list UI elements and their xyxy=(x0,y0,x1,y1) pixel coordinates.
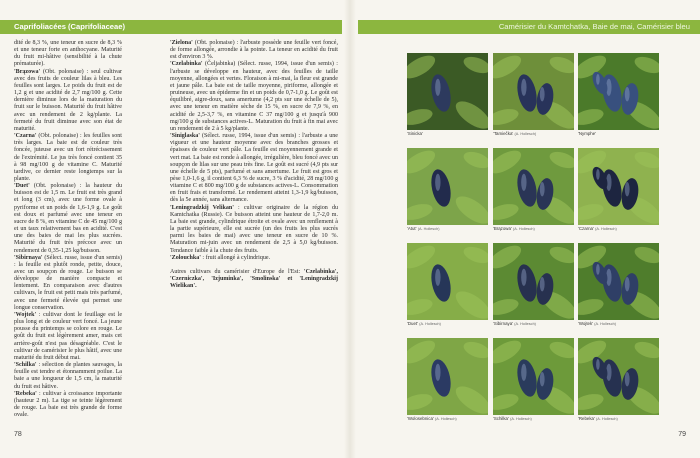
paragraph: 'Brązowa' (Obt. polonaise) : seul cultivar avec des fruits de couleur lilas à bleu. Les feuilles sont larges. Le poids du fruit est de 1,2 g et une acidité de 2,7 mg/100 g. Cette dernière diminue lors de la maturation du fruit sur le buisson. Maturité du fruit hâtive avec un rendement de 2 kg/plante. La fermeté du fruit diminue avec son état de maturité. xyxy=(14,68,122,132)
paragraph: Autres cultivars du camérisier d'Europe de l'Est: 'Czelabinka', 'Czerniczka', 'Izjuminka', 'Smolinska' et 'Leningradzkij Wielikan'. xyxy=(170,268,338,290)
cultivar-name: 'Nymphe' xyxy=(578,131,597,136)
photo-tile xyxy=(578,148,659,232)
photo-caption xyxy=(578,416,659,422)
honeysuckle-berry-photo xyxy=(407,53,488,130)
photo-tile xyxy=(493,338,574,422)
photo-tile xyxy=(493,53,574,137)
paragraph: 'Wojtek' : cultivar dont le feuillage est le plus long et de couleur vert foncé. La jeune pousse du printemps se colore en rouge. Le goût du fruit est légèrement amer, mais cet arrière-goût n'est pas désagréable. C'est le cultivar de camérisier le plus hâtif, avec une maturité du fruit début mai. xyxy=(14,311,122,361)
cultivar-name: 'Sibirnaya' xyxy=(493,321,513,326)
right-running-header: Camérisier du Kamtchatka, Baie de mai, Camérisier bleu xyxy=(358,20,700,34)
book-gutter xyxy=(344,0,356,458)
photo-credit: (A. Hollesch) xyxy=(596,417,618,421)
photo-tile xyxy=(578,243,659,327)
page-number-right: 79 xyxy=(678,431,686,438)
photo-tile xyxy=(407,338,488,422)
honeysuckle-berry-photo xyxy=(578,338,659,415)
cultivar-name: 'Wolosebnica' xyxy=(407,416,434,421)
page-number-left: 78 xyxy=(14,431,22,438)
berry-bloom-highlight xyxy=(596,359,600,370)
cultivar-name: 'Tamiečka' xyxy=(493,131,514,136)
berry-bloom-highlight xyxy=(625,87,630,101)
honeysuckle-berry-photo xyxy=(407,338,488,415)
paragraph: 'Czarna' (Obt. polonaise) : les feuilles sont très larges. La baie est de couleur très foncée, juteuse avec un fort rétrécissement de l'extrémité. Le jus très foncé contient 35 à 98 mg/100 g de vitamine C. Maturité tardive, ce dernier reste longtemps sur la plante. xyxy=(14,133,122,182)
photo-credit: (A. Hollesch) xyxy=(513,227,535,231)
photo-credit: (A. Hollesch) xyxy=(419,322,441,326)
honeysuckle-berry-photo xyxy=(407,148,488,225)
photo-credit: (A. Hollesch) xyxy=(595,227,617,231)
berry-bloom-highlight xyxy=(625,277,630,291)
photo-caption xyxy=(493,321,574,327)
photo-tile xyxy=(578,338,659,422)
berry-bloom-highlight xyxy=(435,269,440,286)
cultivar-name: 'Czarna' xyxy=(578,226,594,231)
berry-bloom-highlight xyxy=(521,79,526,96)
honeysuckle-berry-photo xyxy=(578,53,659,130)
honeysuckle-berry-photo xyxy=(578,148,659,225)
photo-caption xyxy=(578,321,659,327)
berry-bloom-highlight xyxy=(596,264,600,275)
paragraph: 'Schilka' : sélection de plantes sauvages, la feuille est tendre et étonnamment poilue. La baie a une longueur de 1,5 cm, la maturité du fruit est hâtive. xyxy=(14,362,122,390)
photo-tile xyxy=(493,243,574,327)
photo-caption xyxy=(578,226,659,232)
honeysuckle-berry-photo xyxy=(493,148,574,225)
paragraph: 'Rebeka' : cultivar à croissance importante (hauteur 2 m). La tige se teinte légèrement de rouge. La baie est très grande de forme ovale. xyxy=(14,390,122,419)
photo-caption xyxy=(578,131,659,137)
cultivar-name: 'Sinicka' xyxy=(407,131,423,136)
text-column-2 xyxy=(170,40,338,290)
photo-credit: (A. Hollesch) xyxy=(434,417,457,421)
cultivar-name: 'Duet' xyxy=(407,321,418,326)
berry-bloom-highlight xyxy=(540,372,545,386)
left-running-header: Caprifoliacées (Caprifoliaceae) xyxy=(0,20,342,34)
paragraph: 'Duet' (Obt. polonaise) : la hauteur du buisson est de 1,5 m. Le fruit est très grand et long (3 cm), avec une forme ovale à pyriforme et un poids de 1,6-1,9 g. Le goût est doux et parfumé avec une teneur en sucre de 8 %, en vitamine C de 45 mg/100 g et un taux relativement bas en acidité. C'est une des baies de mai les plus sucrées. Maturité du fruit très précoce avec un rendement de 0,35-1,25 kg/buisson. xyxy=(14,183,122,254)
text-column-1 xyxy=(14,40,122,419)
berry-bloom-highlight xyxy=(596,74,600,85)
honeysuckle-berry-photo xyxy=(493,53,574,130)
photo-caption xyxy=(407,416,488,422)
berry-bloom-highlight xyxy=(521,364,526,381)
berry-bloom-highlight xyxy=(625,372,630,386)
berry-bloom-highlight xyxy=(435,364,440,381)
cultivar-name: 'Rebeka' xyxy=(578,416,595,421)
photo-credit: (A. Hollesch) xyxy=(514,322,536,326)
honeysuckle-berry-photo xyxy=(493,243,574,320)
photo-tile xyxy=(493,148,574,232)
honeysuckle-berry-photo xyxy=(407,243,488,320)
cultivar-name: 'Brązowa' xyxy=(493,226,512,231)
photo-caption xyxy=(493,226,574,232)
photo-tile xyxy=(407,148,488,232)
photo-caption xyxy=(493,131,574,137)
honeysuckle-berry-photo xyxy=(493,338,574,415)
photo-tile xyxy=(407,243,488,327)
photo-caption xyxy=(407,131,488,137)
berry-bloom-highlight xyxy=(596,169,600,180)
berry-bloom-highlight xyxy=(625,182,630,196)
berry-bloom-highlight xyxy=(435,174,440,191)
paragraph: dité de 8,3 %, une teneur en sucre de 8,3 % et une teneur forte en anthocyane. Maturité du fruit mi-hâtive (sensibilité à la chute prématurée). xyxy=(14,40,122,68)
berry-bloom-highlight xyxy=(521,269,526,286)
photo-credit: (A. Hollesch) xyxy=(417,227,440,231)
photo-caption xyxy=(493,416,574,422)
photo-caption xyxy=(407,321,488,327)
paragraph: 'Sibirnaya' (Sélect. russe, issue d'un semis) : la feuille est plutôt ronde, petite, douce, avec un soupçon de rouge. Le buisson se développe de manière compacte et lentement. En comparaison avec d'autres cultivars, le fruit est petit mais très parfumé, avec une fermeté élevée qui permet une longue conservation. xyxy=(14,254,122,311)
paragraph: 'Siniglaska' (Sélect. russe, 1994, issue d'un semis) : l'arbuste a une vigueur et une hauteur moyenne avec des branches grosses et épaisses de couleur vert pâle. La feuille est moyennement grande et vert mat. La baie est ronde à allongée, irrégulière, bleu foncé avec un soupçon de lilas sur une peau très fine. Le goût est sucré (4,9 pts sur une échelle de 5 pts), parfumé et sans amertume. Le fruit est gros et pèse 1,0-1,6 g, il contient 6,3 % de sucre, 3 % d'acidité, 28 mg/100 g vitamine C et 800 mg/100 g de substances actives-L. Consommation en fruit frais et transformé. Le rendement atteint 1,3-1,9 kg/buisson, dès la 5e année, sans alternance. xyxy=(170,133,338,204)
cultivar-name: 'Atut' xyxy=(407,226,417,231)
photo-caption xyxy=(407,226,488,232)
honeysuckle-berry-photo xyxy=(578,243,659,320)
berry-bloom-highlight xyxy=(540,277,545,291)
paragraph: 'Zolouchka' : fruit allongé à cylindrique. xyxy=(170,254,271,261)
paragraph: 'Zielona' (Obt. polonaise) : l'arbuste possède une feuille vert foncé, de forme allongée, arrondie à la pointe. La teneur en acidité du fruit est d'environ 3 %. xyxy=(170,40,338,61)
berry-bloom-highlight xyxy=(540,87,545,101)
photo-tile xyxy=(407,53,488,137)
berry-bloom-highlight xyxy=(540,182,545,196)
photo-credit: (A. Hollesch) xyxy=(510,417,532,421)
photo-credit: (A. Hollesch) xyxy=(514,132,537,136)
berry-bloom-highlight xyxy=(435,79,440,96)
paragraph: 'Czelabinka' (Čeljabinka) (Sélect. russe, 1994, issue d'un semis) : l'arbuste se développe en hauteur, avec des feuilles de taille moyenne, allongées et vertes. Floraison à mi-mai, la fleur est grande et jaune pâle. La baie est de taille moyenne, piriforme, allongée et pruineuse, avec un épiderme fin et un poids de 0,7-1,0 g. Le goût est équilibré, aigre-doux, sans amertume (4,2 pts sur une échelle de 5), avec une teneur en matière sèche de 15 %, en sucre de 7,9 %, en acidité de 2,5-3,7 %, en vitamine C 37 mg/100 g et jusqu'à 900 mg/100 g de substances actives-L. Maturation du fruit à fin mai avec un rendement de 2 à 5 kg/plante. xyxy=(170,61,338,132)
cultivar-name: 'Schilka' xyxy=(493,416,509,421)
cultivar-name: 'Wojtek' xyxy=(578,321,594,326)
paragraph: 'Leningradzkij Velikan' : cultivar originaire de la région du Kamtchatka (Russie). Ce buisson atteint une hauteur de 1,7-2,0 m. La baie est grande, cylindrique étroite et ovale avec un renflement à la partie supérieure, elle est sucrée (un des fruits les plus sucrés parmi les baies de mai) avec une teneur en sucre de 10 %. Maturation mi-juin avec un rendement de 2,5 à 5,0 kg/buisson. Tendance faible à la chute des fruits. xyxy=(170,204,338,254)
berry-bloom-highlight xyxy=(521,174,526,191)
photo-tile xyxy=(578,53,659,137)
photo-credit: (A. Hollesch) xyxy=(594,322,616,326)
